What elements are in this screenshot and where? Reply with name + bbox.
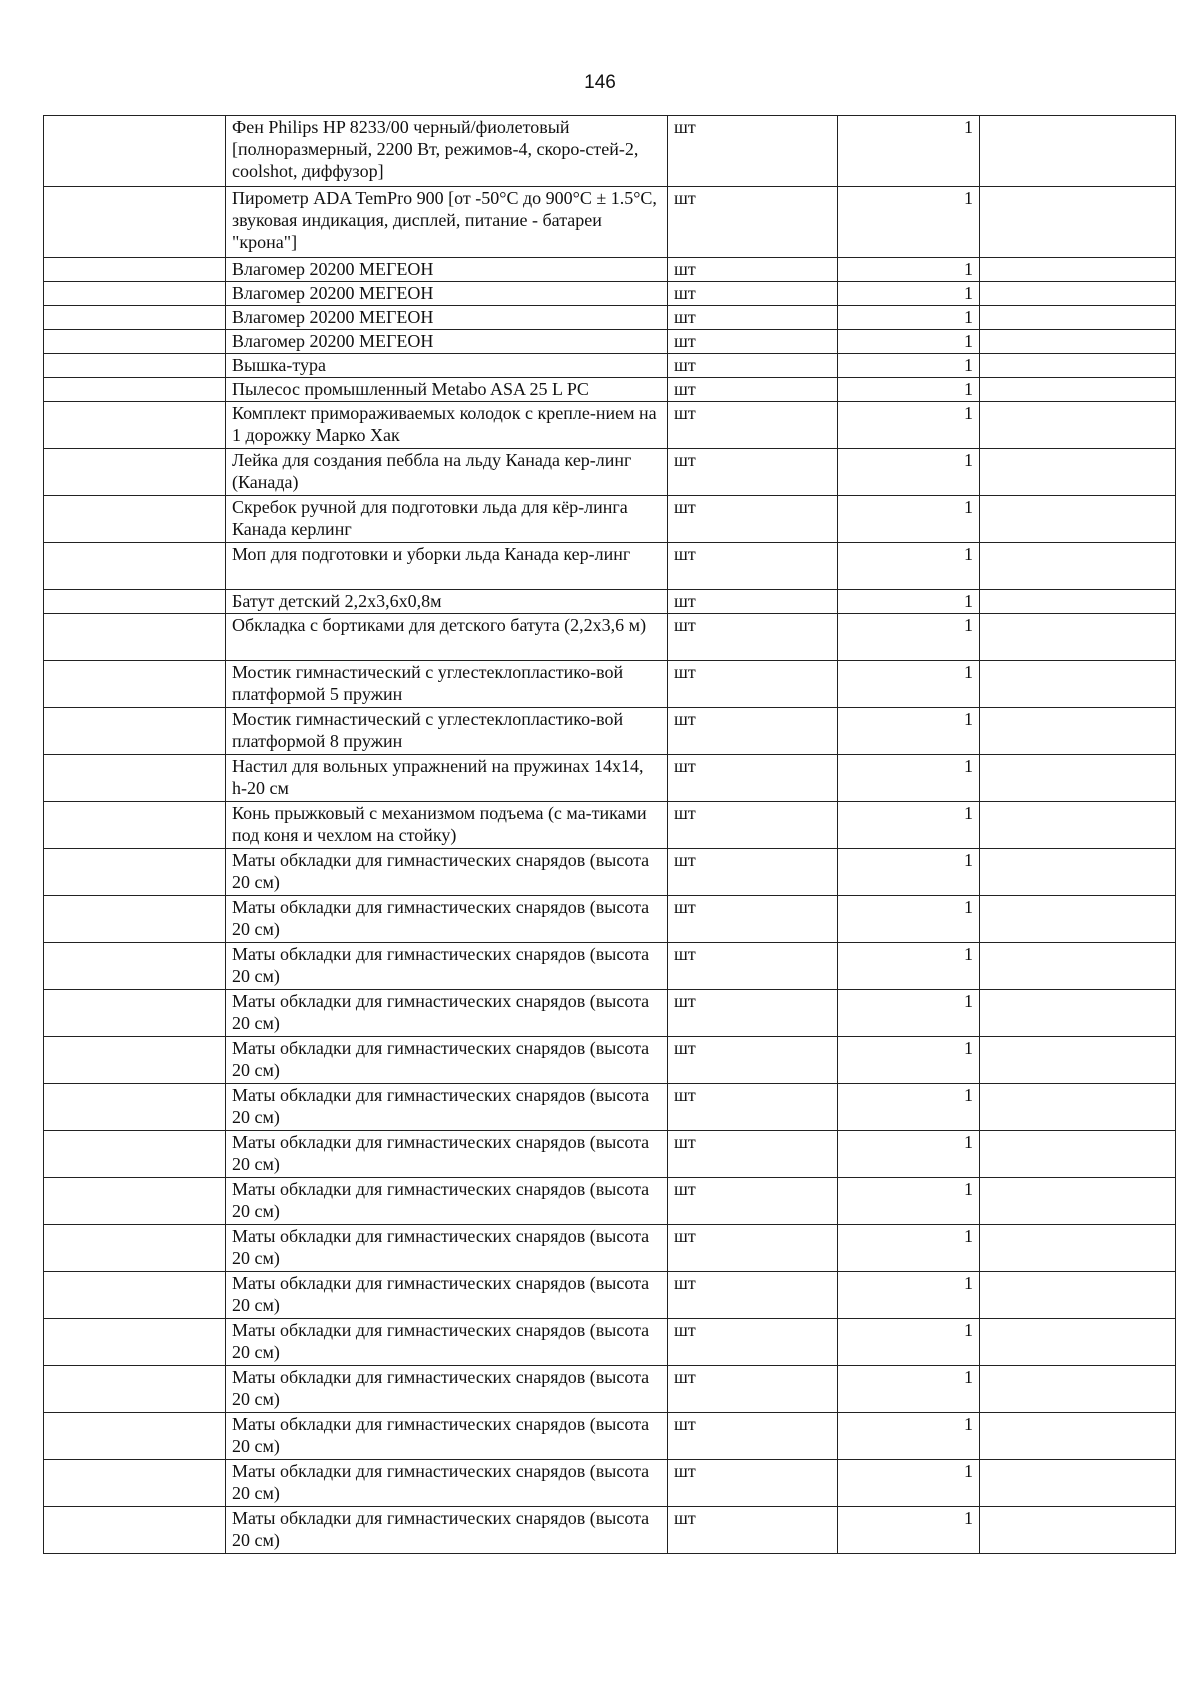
row-empty-cell bbox=[44, 1319, 226, 1366]
row-empty-cell bbox=[44, 708, 226, 755]
item-quantity-cell: 1 bbox=[838, 306, 980, 330]
table-row bbox=[44, 330, 1176, 354]
row-empty-cell bbox=[44, 306, 226, 330]
row-note-cell bbox=[980, 306, 1176, 330]
row-empty-cell bbox=[44, 496, 226, 543]
row-note-cell bbox=[980, 543, 1176, 590]
row-empty-cell bbox=[44, 449, 226, 496]
table-row bbox=[44, 1272, 1176, 1319]
table-row bbox=[44, 306, 1176, 330]
row-note-cell bbox=[980, 1319, 1176, 1366]
item-unit-cell: шт bbox=[668, 116, 838, 187]
item-quantity-cell: 1 bbox=[838, 661, 980, 708]
row-empty-cell bbox=[44, 1131, 226, 1178]
item-name-cell: Батут детский 2,2х3,6х0,8м bbox=[226, 590, 668, 614]
item-name-cell: Вышка-тура bbox=[226, 354, 668, 378]
row-note-cell bbox=[980, 496, 1176, 543]
row-note-cell bbox=[980, 708, 1176, 755]
page-number: 146 bbox=[584, 72, 616, 93]
table-row bbox=[44, 1225, 1176, 1272]
row-note-cell bbox=[980, 896, 1176, 943]
row-note-cell bbox=[980, 282, 1176, 306]
table-row bbox=[44, 116, 1176, 187]
item-name-cell: Мостик гимнастический с углестеклопластико-вой платформой 8 пружин bbox=[226, 708, 668, 755]
table-body bbox=[44, 116, 1176, 1554]
table-row bbox=[44, 354, 1176, 378]
row-empty-cell bbox=[44, 187, 226, 258]
row-note-cell bbox=[980, 1272, 1176, 1319]
row-empty-cell bbox=[44, 1507, 226, 1554]
item-unit-cell: шт bbox=[668, 661, 838, 708]
table-row bbox=[44, 990, 1176, 1037]
row-note-cell bbox=[980, 354, 1176, 378]
row-note-cell bbox=[980, 1366, 1176, 1413]
item-name-cell: Влагомер 20200 МЕГЕОН bbox=[226, 330, 668, 354]
row-empty-cell bbox=[44, 1272, 226, 1319]
item-unit-cell: шт bbox=[668, 258, 838, 282]
item-unit-cell: шт bbox=[668, 896, 838, 943]
item-quantity-cell: 1 bbox=[838, 496, 980, 543]
item-name-cell: Моп для подготовки и уборки льда Канада кер-линг bbox=[226, 543, 668, 590]
item-quantity-cell: 1 bbox=[838, 1178, 980, 1225]
item-quantity-cell: 1 bbox=[838, 849, 980, 896]
table-row bbox=[44, 449, 1176, 496]
item-unit-cell: шт bbox=[668, 1131, 838, 1178]
item-unit-cell: шт bbox=[668, 943, 838, 990]
item-name-cell: Маты обкладки для гимнастических снарядов (высота 20 см) bbox=[226, 1413, 668, 1460]
item-quantity-cell: 1 bbox=[838, 116, 980, 187]
table-row bbox=[44, 896, 1176, 943]
item-name-cell: Маты обкладки для гимнастических снарядов (высота 20 см) bbox=[226, 1460, 668, 1507]
table-row bbox=[44, 708, 1176, 755]
table-row bbox=[44, 258, 1176, 282]
table-row bbox=[44, 1366, 1176, 1413]
table-row bbox=[44, 1131, 1176, 1178]
table-row bbox=[44, 1460, 1176, 1507]
item-quantity-cell: 1 bbox=[838, 402, 980, 449]
table-row bbox=[44, 496, 1176, 543]
item-quantity-cell: 1 bbox=[838, 187, 980, 258]
item-unit-cell: шт bbox=[668, 496, 838, 543]
item-unit-cell: шт bbox=[668, 1037, 838, 1084]
item-quantity-cell: 1 bbox=[838, 330, 980, 354]
row-empty-cell bbox=[44, 896, 226, 943]
row-empty-cell bbox=[44, 330, 226, 354]
item-unit-cell: шт bbox=[668, 802, 838, 849]
row-empty-cell bbox=[44, 543, 226, 590]
item-name-cell: Влагомер 20200 МЕГЕОН bbox=[226, 306, 668, 330]
item-unit-cell: шт bbox=[668, 1178, 838, 1225]
item-unit-cell: шт bbox=[668, 354, 838, 378]
item-name-cell: Маты обкладки для гимнастических снарядов (высота 20 см) bbox=[226, 1225, 668, 1272]
row-note-cell bbox=[980, 258, 1176, 282]
table-row bbox=[44, 802, 1176, 849]
item-name-cell: Пирометр ADA TemPro 900 [от -50°С до 900°С ± 1.5°С, звуковая индикация, дисплей, питание - батареи "крона"] bbox=[226, 187, 668, 258]
item-unit-cell: шт bbox=[668, 1319, 838, 1366]
row-empty-cell bbox=[44, 943, 226, 990]
row-note-cell bbox=[980, 1413, 1176, 1460]
row-empty-cell bbox=[44, 802, 226, 849]
row-empty-cell bbox=[44, 1460, 226, 1507]
item-unit-cell: шт bbox=[668, 755, 838, 802]
table-row bbox=[44, 755, 1176, 802]
item-quantity-cell: 1 bbox=[838, 449, 980, 496]
row-note-cell bbox=[980, 1084, 1176, 1131]
item-unit-cell: шт bbox=[668, 1084, 838, 1131]
table-row bbox=[44, 1413, 1176, 1460]
item-unit-cell: шт bbox=[668, 306, 838, 330]
item-name-cell: Маты обкладки для гимнастических снарядов (высота 20 см) bbox=[226, 1037, 668, 1084]
item-quantity-cell: 1 bbox=[838, 755, 980, 802]
row-note-cell bbox=[980, 1507, 1176, 1554]
row-note-cell bbox=[980, 1225, 1176, 1272]
row-note-cell bbox=[980, 378, 1176, 402]
row-note-cell bbox=[980, 849, 1176, 896]
item-unit-cell: шт bbox=[668, 1460, 838, 1507]
item-name-cell: Влагомер 20200 МЕГЕОН bbox=[226, 282, 668, 306]
row-empty-cell bbox=[44, 990, 226, 1037]
row-empty-cell bbox=[44, 258, 226, 282]
row-empty-cell bbox=[44, 402, 226, 449]
row-note-cell bbox=[980, 449, 1176, 496]
row-note-cell bbox=[980, 1178, 1176, 1225]
item-quantity-cell: 1 bbox=[838, 1272, 980, 1319]
table-row bbox=[44, 402, 1176, 449]
item-quantity-cell: 1 bbox=[838, 1460, 980, 1507]
item-unit-cell: шт bbox=[668, 614, 838, 661]
item-quantity-cell: 1 bbox=[838, 1507, 980, 1554]
row-note-cell bbox=[980, 1037, 1176, 1084]
row-empty-cell bbox=[44, 1084, 226, 1131]
table-row bbox=[44, 1178, 1176, 1225]
item-quantity-cell: 1 bbox=[838, 708, 980, 755]
row-note-cell bbox=[980, 590, 1176, 614]
item-quantity-cell: 1 bbox=[838, 282, 980, 306]
item-quantity-cell: 1 bbox=[838, 543, 980, 590]
item-unit-cell: шт bbox=[668, 1225, 838, 1272]
item-unit-cell: шт bbox=[668, 1366, 838, 1413]
table-row bbox=[44, 943, 1176, 990]
row-empty-cell bbox=[44, 1366, 226, 1413]
item-unit-cell: шт bbox=[668, 1507, 838, 1554]
item-quantity-cell: 1 bbox=[838, 1319, 980, 1366]
item-quantity-cell: 1 bbox=[838, 1366, 980, 1413]
table-row bbox=[44, 1319, 1176, 1366]
item-name-cell: Маты обкладки для гимнастических снарядов (высота 20 см) bbox=[226, 896, 668, 943]
item-name-cell: Маты обкладки для гимнастических снарядов (высота 20 см) bbox=[226, 1272, 668, 1319]
row-empty-cell bbox=[44, 282, 226, 306]
table-row bbox=[44, 543, 1176, 590]
item-unit-cell: шт bbox=[668, 282, 838, 306]
item-quantity-cell: 1 bbox=[838, 1413, 980, 1460]
item-name-cell: Маты обкладки для гимнастических снарядов (высота 20 см) bbox=[226, 1084, 668, 1131]
row-empty-cell bbox=[44, 1413, 226, 1460]
item-quantity-cell: 1 bbox=[838, 590, 980, 614]
row-note-cell bbox=[980, 661, 1176, 708]
table-row bbox=[44, 378, 1176, 402]
row-empty-cell bbox=[44, 378, 226, 402]
row-note-cell bbox=[980, 990, 1176, 1037]
table-row bbox=[44, 849, 1176, 896]
item-quantity-cell: 1 bbox=[838, 1131, 980, 1178]
row-empty-cell bbox=[44, 1178, 226, 1225]
item-name-cell: Скребок ручной для подготовки льда для кёр-линга Канада керлинг bbox=[226, 496, 668, 543]
item-unit-cell: шт bbox=[668, 330, 838, 354]
table-row bbox=[44, 1037, 1176, 1084]
row-empty-cell bbox=[44, 755, 226, 802]
item-name-cell: Лейка для создания пеббла на льду Канада кер-линг (Канада) bbox=[226, 449, 668, 496]
item-name-cell: Настил для вольных упражнений на пружинах 14х14, h-20 см bbox=[226, 755, 668, 802]
item-name-cell: Влагомер 20200 МЕГЕОН bbox=[226, 258, 668, 282]
row-note-cell bbox=[980, 755, 1176, 802]
item-unit-cell: шт bbox=[668, 543, 838, 590]
item-unit-cell: шт bbox=[668, 849, 838, 896]
item-name-cell: Маты обкладки для гимнастических снарядов (высота 20 см) bbox=[226, 1319, 668, 1366]
item-name-cell: Пылесос промышленный Metabo ASA 25 L PC bbox=[226, 378, 668, 402]
row-note-cell bbox=[980, 330, 1176, 354]
row-note-cell bbox=[980, 802, 1176, 849]
item-quantity-cell: 1 bbox=[838, 990, 980, 1037]
item-quantity-cell: 1 bbox=[838, 614, 980, 661]
item-name-cell: Мостик гимнастический с углестеклопластико-вой платформой 5 пружин bbox=[226, 661, 668, 708]
table-row bbox=[44, 661, 1176, 708]
item-name-cell: Маты обкладки для гимнастических снарядов (высота 20 см) bbox=[226, 849, 668, 896]
table-row bbox=[44, 1084, 1176, 1131]
item-name-cell: Конь прыжковый с механизмом подъема (с ма-тиками под коня и чехлом на стойку) bbox=[226, 802, 668, 849]
row-note-cell bbox=[980, 402, 1176, 449]
row-empty-cell bbox=[44, 849, 226, 896]
item-quantity-cell: 1 bbox=[838, 378, 980, 402]
item-quantity-cell: 1 bbox=[838, 943, 980, 990]
item-unit-cell: шт bbox=[668, 1272, 838, 1319]
item-name-cell: Маты обкладки для гимнастических снарядов (высота 20 см) bbox=[226, 1178, 668, 1225]
table-row bbox=[44, 590, 1176, 614]
row-empty-cell bbox=[44, 1037, 226, 1084]
item-quantity-cell: 1 bbox=[838, 802, 980, 849]
row-note-cell bbox=[980, 1460, 1176, 1507]
row-empty-cell bbox=[44, 614, 226, 661]
row-empty-cell bbox=[44, 354, 226, 378]
row-empty-cell bbox=[44, 116, 226, 187]
row-note-cell bbox=[980, 116, 1176, 187]
item-quantity-cell: 1 bbox=[838, 354, 980, 378]
item-unit-cell: шт bbox=[668, 402, 838, 449]
item-quantity-cell: 1 bbox=[838, 1037, 980, 1084]
item-unit-cell: шт bbox=[668, 449, 838, 496]
item-name-cell: Маты обкладки для гимнастических снарядов (высота 20 см) bbox=[226, 990, 668, 1037]
item-quantity-cell: 1 bbox=[838, 1084, 980, 1131]
row-note-cell bbox=[980, 614, 1176, 661]
table-row bbox=[44, 1507, 1176, 1554]
item-unit-cell: шт bbox=[668, 1413, 838, 1460]
item-unit-cell: шт bbox=[668, 378, 838, 402]
row-empty-cell bbox=[44, 590, 226, 614]
item-quantity-cell: 1 bbox=[838, 1225, 980, 1272]
row-note-cell bbox=[980, 1131, 1176, 1178]
item-name-cell: Обкладка с бортиками для детского батута (2,2х3,6 м) bbox=[226, 614, 668, 661]
item-name-cell: Маты обкладки для гимнастических снарядов (высота 20 см) bbox=[226, 1507, 668, 1554]
item-name-cell: Маты обкладки для гимнастических снарядов (высота 20 см) bbox=[226, 943, 668, 990]
item-name-cell: Маты обкладки для гимнастических снарядов (высота 20 см) bbox=[226, 1131, 668, 1178]
item-unit-cell: шт bbox=[668, 187, 838, 258]
item-unit-cell: шт bbox=[668, 990, 838, 1037]
table-row bbox=[44, 614, 1176, 661]
row-note-cell bbox=[980, 943, 1176, 990]
item-quantity-cell: 1 bbox=[838, 896, 980, 943]
row-empty-cell bbox=[44, 661, 226, 708]
row-empty-cell bbox=[44, 1225, 226, 1272]
inventory-table bbox=[43, 115, 1176, 1554]
item-unit-cell: шт bbox=[668, 590, 838, 614]
row-note-cell bbox=[980, 187, 1176, 258]
item-name-cell: Комплект примораживаемых колодок с крепле-нием на 1 дорожку Марко Хак bbox=[226, 402, 668, 449]
table-row bbox=[44, 187, 1176, 258]
item-quantity-cell: 1 bbox=[838, 258, 980, 282]
item-unit-cell: шт bbox=[668, 708, 838, 755]
item-name-cell: Фен Philips HP 8233/00 черный/фиолетовый [полноразмерный, 2200 Вт, режимов-4, скоро-стей-2, coolshot, диффузор] bbox=[226, 116, 668, 187]
item-name-cell: Маты обкладки для гимнастических снарядов (высота 20 см) bbox=[226, 1366, 668, 1413]
table-row bbox=[44, 282, 1176, 306]
